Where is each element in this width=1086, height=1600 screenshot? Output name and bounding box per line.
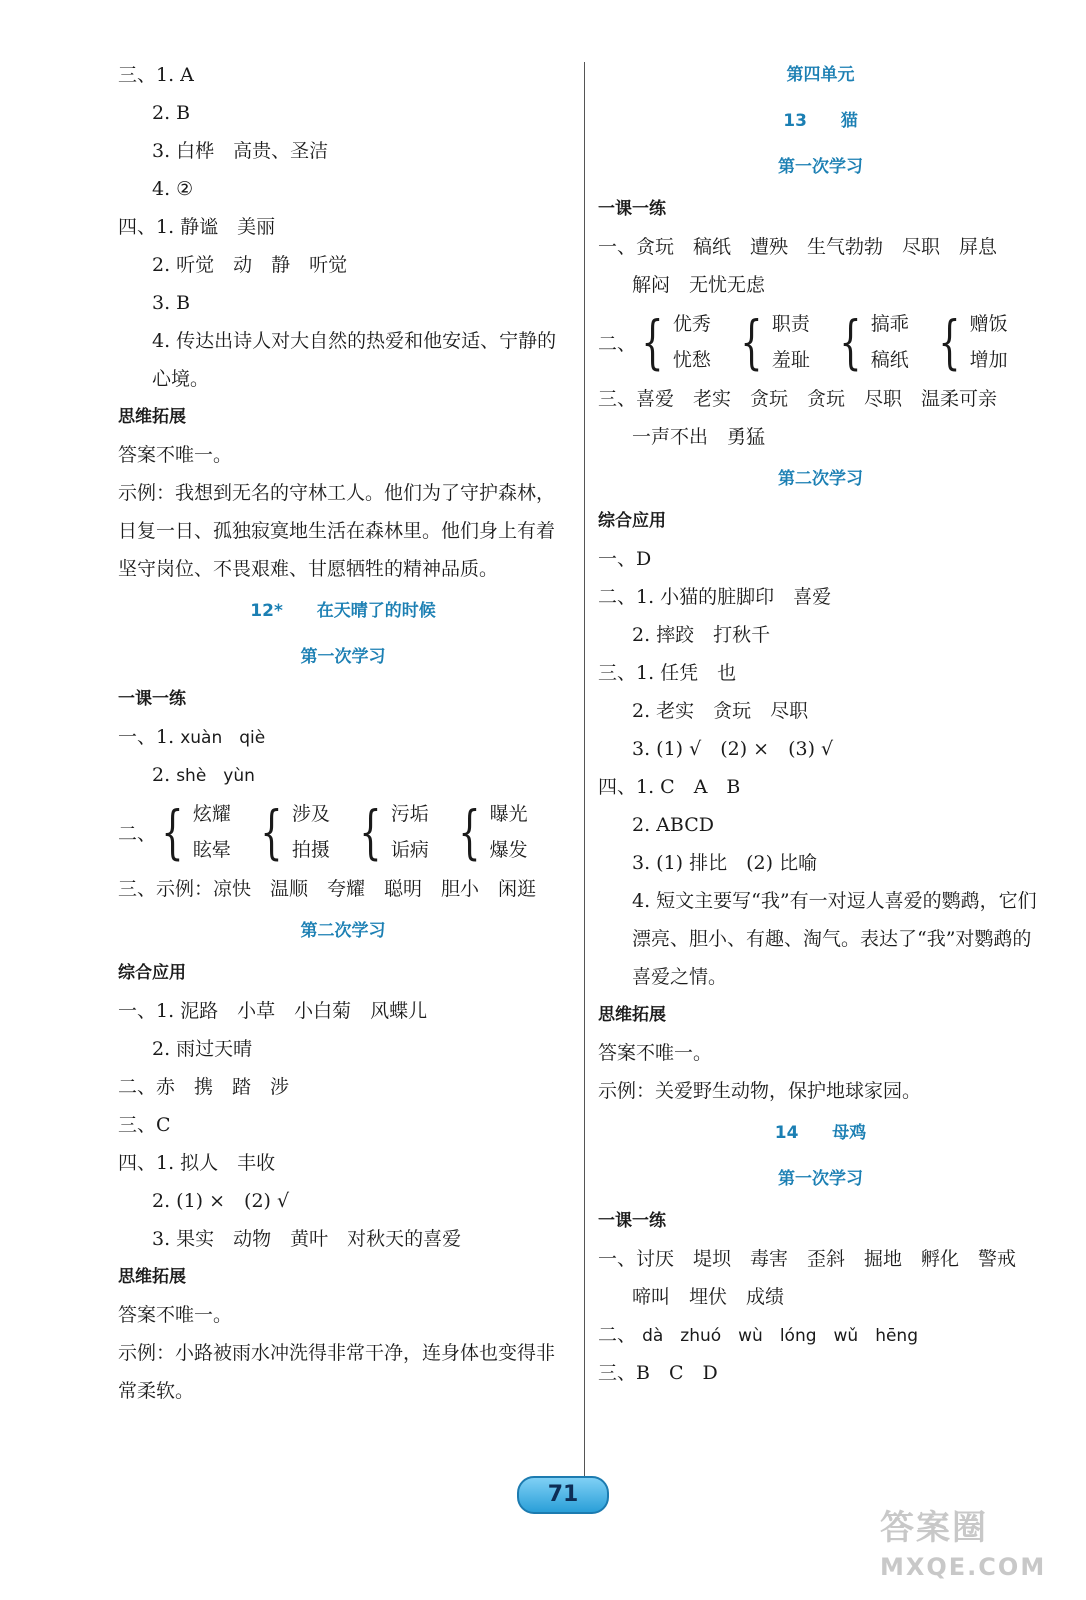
answer-line: 2. ABCD: [632, 814, 714, 836]
word-pair-row: 二、 { 优秀 忧愁 { 职责 羞耻 { 搞乖 稿纸 { 赠饭 增加: [598, 308, 1008, 376]
answer-line: 示例：关爱野生动物，保护地球家园。: [598, 1080, 922, 1102]
study-title: 第一次学习: [778, 157, 863, 177]
answer-line: 啼叫 埋伏 成绩: [632, 1286, 785, 1308]
watermark-url: MXQE.COM: [880, 1553, 1047, 1581]
section-heading: 一课一练: [118, 689, 186, 709]
answer-line: 答案不唯一。: [118, 444, 233, 466]
word-pair: { 曝光 爆发: [458, 798, 528, 866]
answer-line: 一声不出 勇猛: [632, 426, 766, 448]
word-pair: { 优秀 忧愁: [641, 308, 711, 376]
lesson-number: 14: [774, 1123, 799, 1143]
section-heading: 思维拓展: [598, 1005, 666, 1025]
answer-line: 3. 果实 动物 黄叶 对秋天的喜爱: [152, 1228, 462, 1250]
answer-paragraph: 示例：我想到无名的守林工人。他们为了守护森林，日复一日、孤独寂寞地生活在森林里。他们身上有着坚守岗位、不畏艰难、甘愿牺牲的精神品质。: [118, 482, 556, 580]
lesson-title: [598, 1110, 1043, 1156]
answer-line: 3. (1) √ (2) × (3) √: [632, 738, 834, 760]
right-column: [598, 52, 1043, 1392]
word-pair: { 搞乖 稿纸: [839, 308, 909, 376]
section-heading: 综合应用: [118, 963, 186, 983]
section-heading: 综合应用: [598, 511, 666, 531]
answer-line: 一、讨厌 堤坝 毒害 歪斜 掘地 孵化 警戒: [598, 1248, 1017, 1270]
word-pair: { 炫耀 眩晕: [161, 798, 231, 866]
column-divider: [584, 62, 585, 1482]
section-heading: 思维拓展: [118, 1267, 186, 1287]
answer-line: 2. 雨过天晴: [152, 1038, 253, 1060]
pinyin: dà zhuó wù lóng wǔ hēng: [642, 1326, 918, 1346]
answer-line: 三、1. 任凭 也: [598, 662, 737, 684]
lesson-title: [118, 588, 568, 634]
answer-line: 2. 摔跤 打秋千: [632, 624, 771, 646]
pinyin: xuàn qiè: [180, 728, 266, 748]
study-title: 第一次学习: [300, 647, 386, 667]
unit-title: 第四单元: [786, 65, 855, 85]
answer-line: 二、 dà zhuó wù lóng wǔ hēng: [598, 1324, 918, 1346]
answer-line: 一、贪玩 稿纸 遭殃 生气勃勃 尽职 屏息: [598, 236, 998, 258]
answer-line: 3. B: [152, 292, 191, 314]
answer-line: 一、D: [598, 548, 652, 570]
watermark-text: 答案圈: [880, 1508, 988, 1548]
answer-line: 二、赤 携 踏 涉: [118, 1076, 290, 1098]
answer-paragraph: 示例：小路被雨水冲洗得非常干净，连身体也变得非常柔软。: [118, 1342, 556, 1402]
section-heading: 一课一练: [598, 199, 666, 219]
answer-line: 解闷 无忧无虑: [632, 274, 766, 296]
answer-line: 3. (1) 排比 (2) 比喻: [632, 852, 818, 874]
answer-line: 三、1. A: [118, 64, 194, 86]
answer-line: 2. shè yùn: [152, 764, 255, 786]
study-title: 第二次学习: [778, 469, 863, 489]
word-pair: { 职责 羞耻: [740, 308, 810, 376]
answer-line: 2. 听觉 动 静 听觉: [152, 254, 348, 276]
study-title: 第二次学习: [300, 921, 386, 941]
answer-line: 四、1. C A B: [598, 776, 741, 798]
answer-line: 三、B C D: [598, 1362, 718, 1384]
answer-line: 三、示例：凉快 温顺 夸耀 聪明 胆小 闲逛: [118, 878, 537, 900]
answer-line: 答案不唯一。: [118, 1304, 233, 1326]
lesson-number: 13: [783, 111, 807, 131]
answer-line: 四、1. 静谧 美丽: [118, 216, 276, 238]
answer-line: 2. B: [152, 102, 191, 124]
lesson-name: 母鸡: [832, 1123, 867, 1143]
answer-paragraph: 4. 短文主要写“我”有一对逗人喜爱的鹦鹉，它们漂亮、胆小、有趣、淘气。表达了“我”对鹦鹉的喜爱之情。: [632, 890, 1037, 988]
answer-line: 一、1. xuàn qiè: [118, 726, 266, 748]
answer-line: 三、C: [118, 1114, 171, 1136]
section-heading: 一课一练: [598, 1211, 666, 1231]
left-column: [118, 56, 568, 1410]
answer-line: 2. 老实 贪玩 尽职: [632, 700, 809, 722]
lesson-name: 猫: [840, 111, 858, 131]
word-pair: { 污垢 诟病: [359, 798, 429, 866]
answer-line: 答案不唯一。: [598, 1042, 713, 1064]
study-title: 第一次学习: [778, 1169, 863, 1189]
answer-line: 三、喜爱 老实 贪玩 贪玩 尽职 温柔可亲: [598, 388, 998, 410]
word-pair-row: 二、 { 炫耀 眩晕 { 涉及 拍摄 { 污垢 诟病 { 曝光 爆发: [118, 798, 528, 866]
page-number: 71: [517, 1476, 609, 1514]
answer-paragraph: 4. 传达出诗人对大自然的热爱和他安适、宁静的心境。: [152, 330, 557, 390]
answer-line: 4. ②: [152, 178, 194, 200]
pinyin: shè yùn: [176, 766, 255, 786]
watermark: [880, 1500, 1080, 1596]
answer-line: 二、1. 小猫的脏脚印 喜爱: [598, 586, 832, 608]
section-heading: 思维拓展: [118, 407, 186, 427]
word-pair: { 涉及 拍摄: [260, 798, 330, 866]
lesson-number: 12*: [250, 601, 283, 621]
lesson-name: 在天晴了的时候: [316, 601, 436, 621]
answer-line: 2. (1) × (2) √: [152, 1190, 290, 1212]
word-pair: { 赠饭 增加: [938, 308, 1008, 376]
answer-line: 四、1. 拟人 丰收: [118, 1152, 276, 1174]
lesson-title: [598, 98, 1043, 144]
answer-line: 一、1. 泥路 小草 小白菊 风蝶儿: [118, 1000, 428, 1022]
answer-line: 3. 白桦 高贵、圣洁: [152, 140, 329, 162]
